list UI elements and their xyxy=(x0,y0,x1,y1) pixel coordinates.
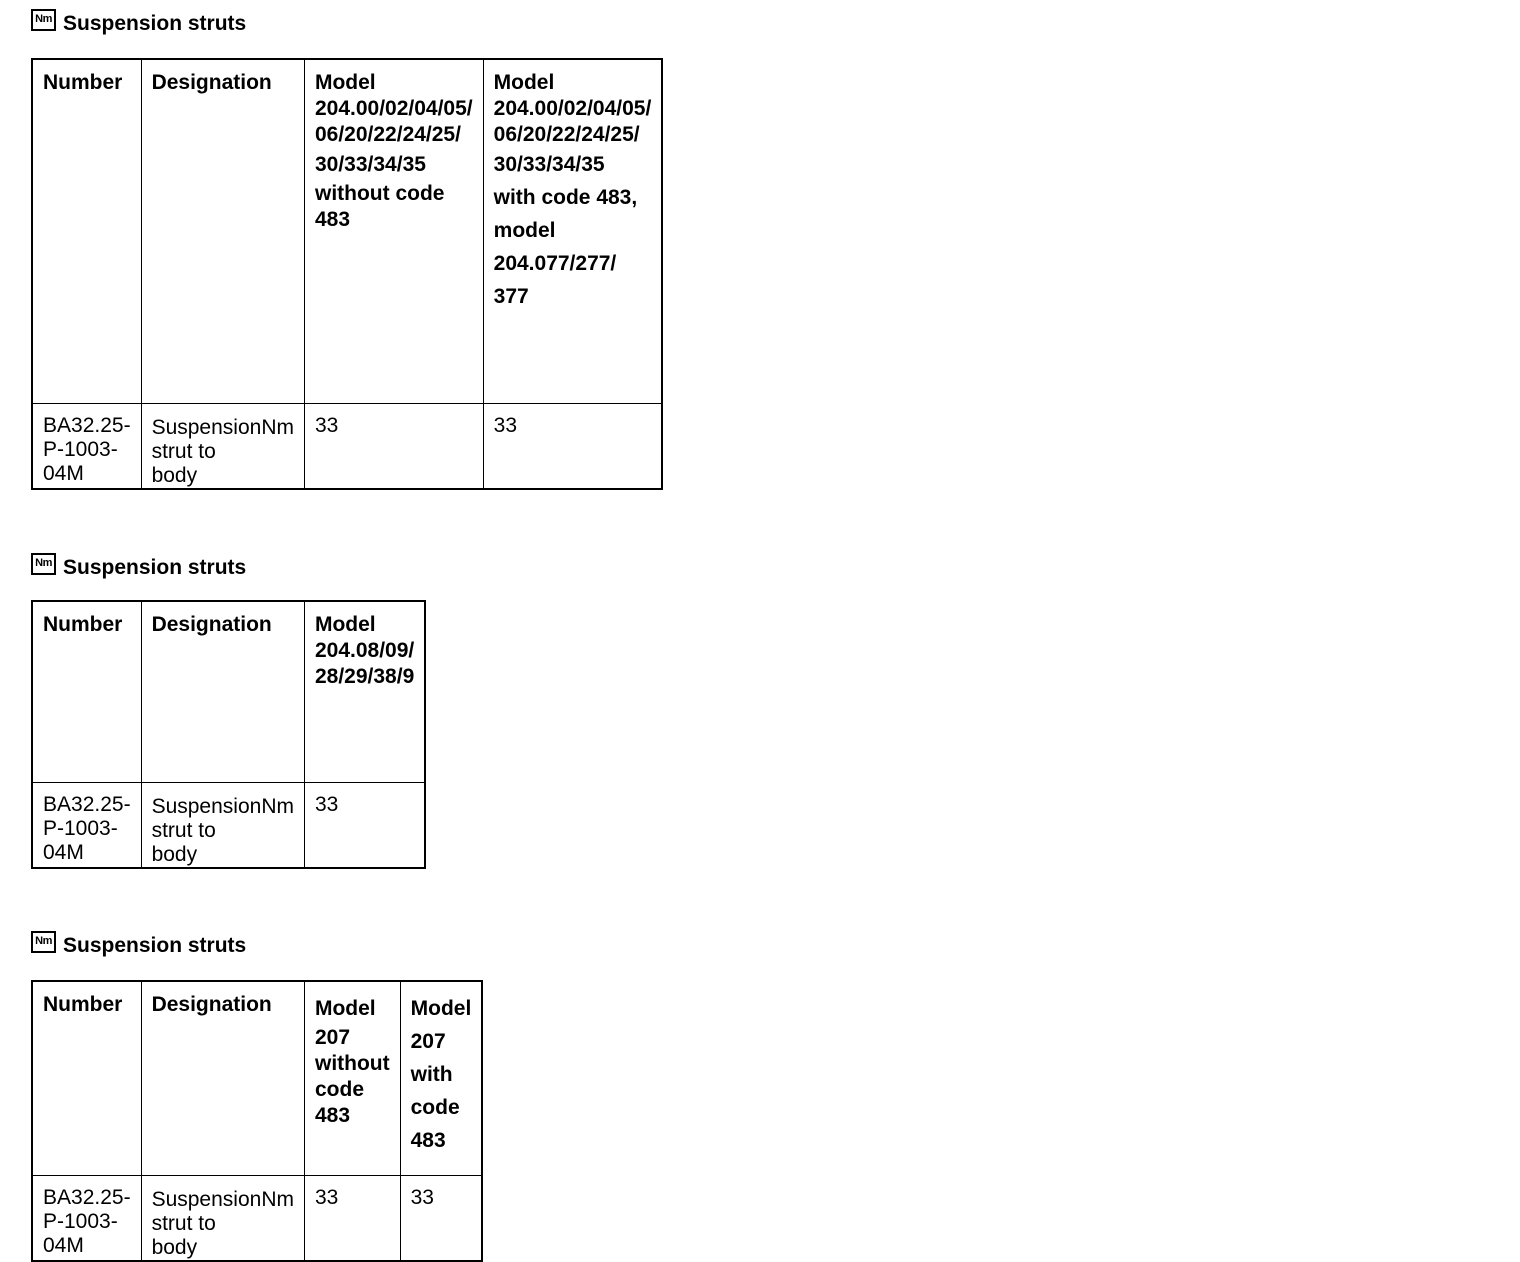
torque-value: 33 xyxy=(304,403,483,489)
part-number: BA32.25-P-1003-04M xyxy=(32,1175,141,1261)
model-line: model xyxy=(493,219,556,242)
model-line: 483 xyxy=(314,208,351,231)
torque-value: 33 xyxy=(304,782,425,868)
model-line: 483 xyxy=(410,1129,446,1152)
table-header-row xyxy=(32,981,482,1175)
torque-table xyxy=(31,980,483,1262)
torque-table xyxy=(31,600,426,869)
header-designation: Designation xyxy=(141,601,304,782)
torque-nm-icon: Nm xyxy=(31,553,56,575)
designation-text: Suspension strut to body xyxy=(151,415,262,487)
header-model-2 xyxy=(483,59,662,403)
section-title xyxy=(31,928,246,958)
torque-nm-icon: Nm xyxy=(31,931,56,953)
torque-table xyxy=(31,58,663,490)
model-line: code 483 xyxy=(314,1078,364,1127)
model-line: 207 with code xyxy=(410,1030,460,1119)
model-line: 204.077/277/ xyxy=(493,252,617,275)
torque-nm-icon: Nm xyxy=(31,9,56,31)
designation-cell xyxy=(141,782,304,868)
torque-value: 33 xyxy=(304,1175,400,1261)
table-row xyxy=(32,782,425,868)
header-model-1 xyxy=(304,981,400,1175)
header-model-1 xyxy=(304,59,483,403)
section-title xyxy=(31,550,246,580)
designation-cell xyxy=(141,403,304,489)
header-designation: Designation xyxy=(141,981,304,1175)
model-line: with code 483, xyxy=(493,186,638,209)
torque-value: 33 xyxy=(400,1175,482,1261)
table-row xyxy=(32,1175,482,1261)
header-number: Number xyxy=(32,981,141,1175)
header-model-2 xyxy=(400,981,482,1175)
model-line: 30/33/34/35 xyxy=(314,153,426,176)
model-line: Model xyxy=(493,71,555,94)
section-title-text: Suspension struts xyxy=(63,12,247,35)
model-line: 204.00/02/04/05/ xyxy=(314,97,473,120)
section-title-text: Suspension struts xyxy=(63,556,247,579)
model-line: without code xyxy=(314,182,445,205)
unit-label: Nm xyxy=(261,415,294,439)
header-number: Number xyxy=(32,59,141,403)
header-model-1 xyxy=(304,601,425,782)
model-line: 204.00/02/04/05/ xyxy=(493,97,652,120)
model-line: Model xyxy=(410,997,472,1020)
unit-label: Nm xyxy=(261,1187,294,1211)
model-line: 207 without xyxy=(314,1026,390,1075)
table-header-row xyxy=(32,59,662,403)
table-row xyxy=(32,403,662,489)
torque-value: 33 xyxy=(483,403,662,489)
section-title-text: Suspension struts xyxy=(63,934,247,957)
model-line: Model xyxy=(314,71,376,94)
part-number: BA32.25-P-1003-04M xyxy=(32,403,141,489)
header-designation: Designation xyxy=(141,59,304,403)
model-line: 28/29/38/9 xyxy=(314,665,415,688)
section-title xyxy=(31,6,246,36)
model-line: 377 xyxy=(493,285,529,308)
model-line: 06/20/22/24/25/ xyxy=(493,123,640,146)
designation-cell xyxy=(141,1175,304,1261)
model-line: Model xyxy=(314,613,376,636)
unit-label: Nm xyxy=(261,794,294,818)
model-line: 30/33/34/35 xyxy=(493,153,605,176)
model-line: 06/20/22/24/25/ xyxy=(314,123,461,146)
table-header-row xyxy=(32,601,425,782)
designation-text: Suspension strut to body xyxy=(151,794,262,866)
header-number: Number xyxy=(32,601,141,782)
model-line: 204.08/09/ xyxy=(314,639,415,662)
designation-text: Suspension strut to body xyxy=(151,1187,262,1259)
model-line: Model xyxy=(314,997,376,1020)
part-number: BA32.25-P-1003-04M xyxy=(32,782,141,868)
